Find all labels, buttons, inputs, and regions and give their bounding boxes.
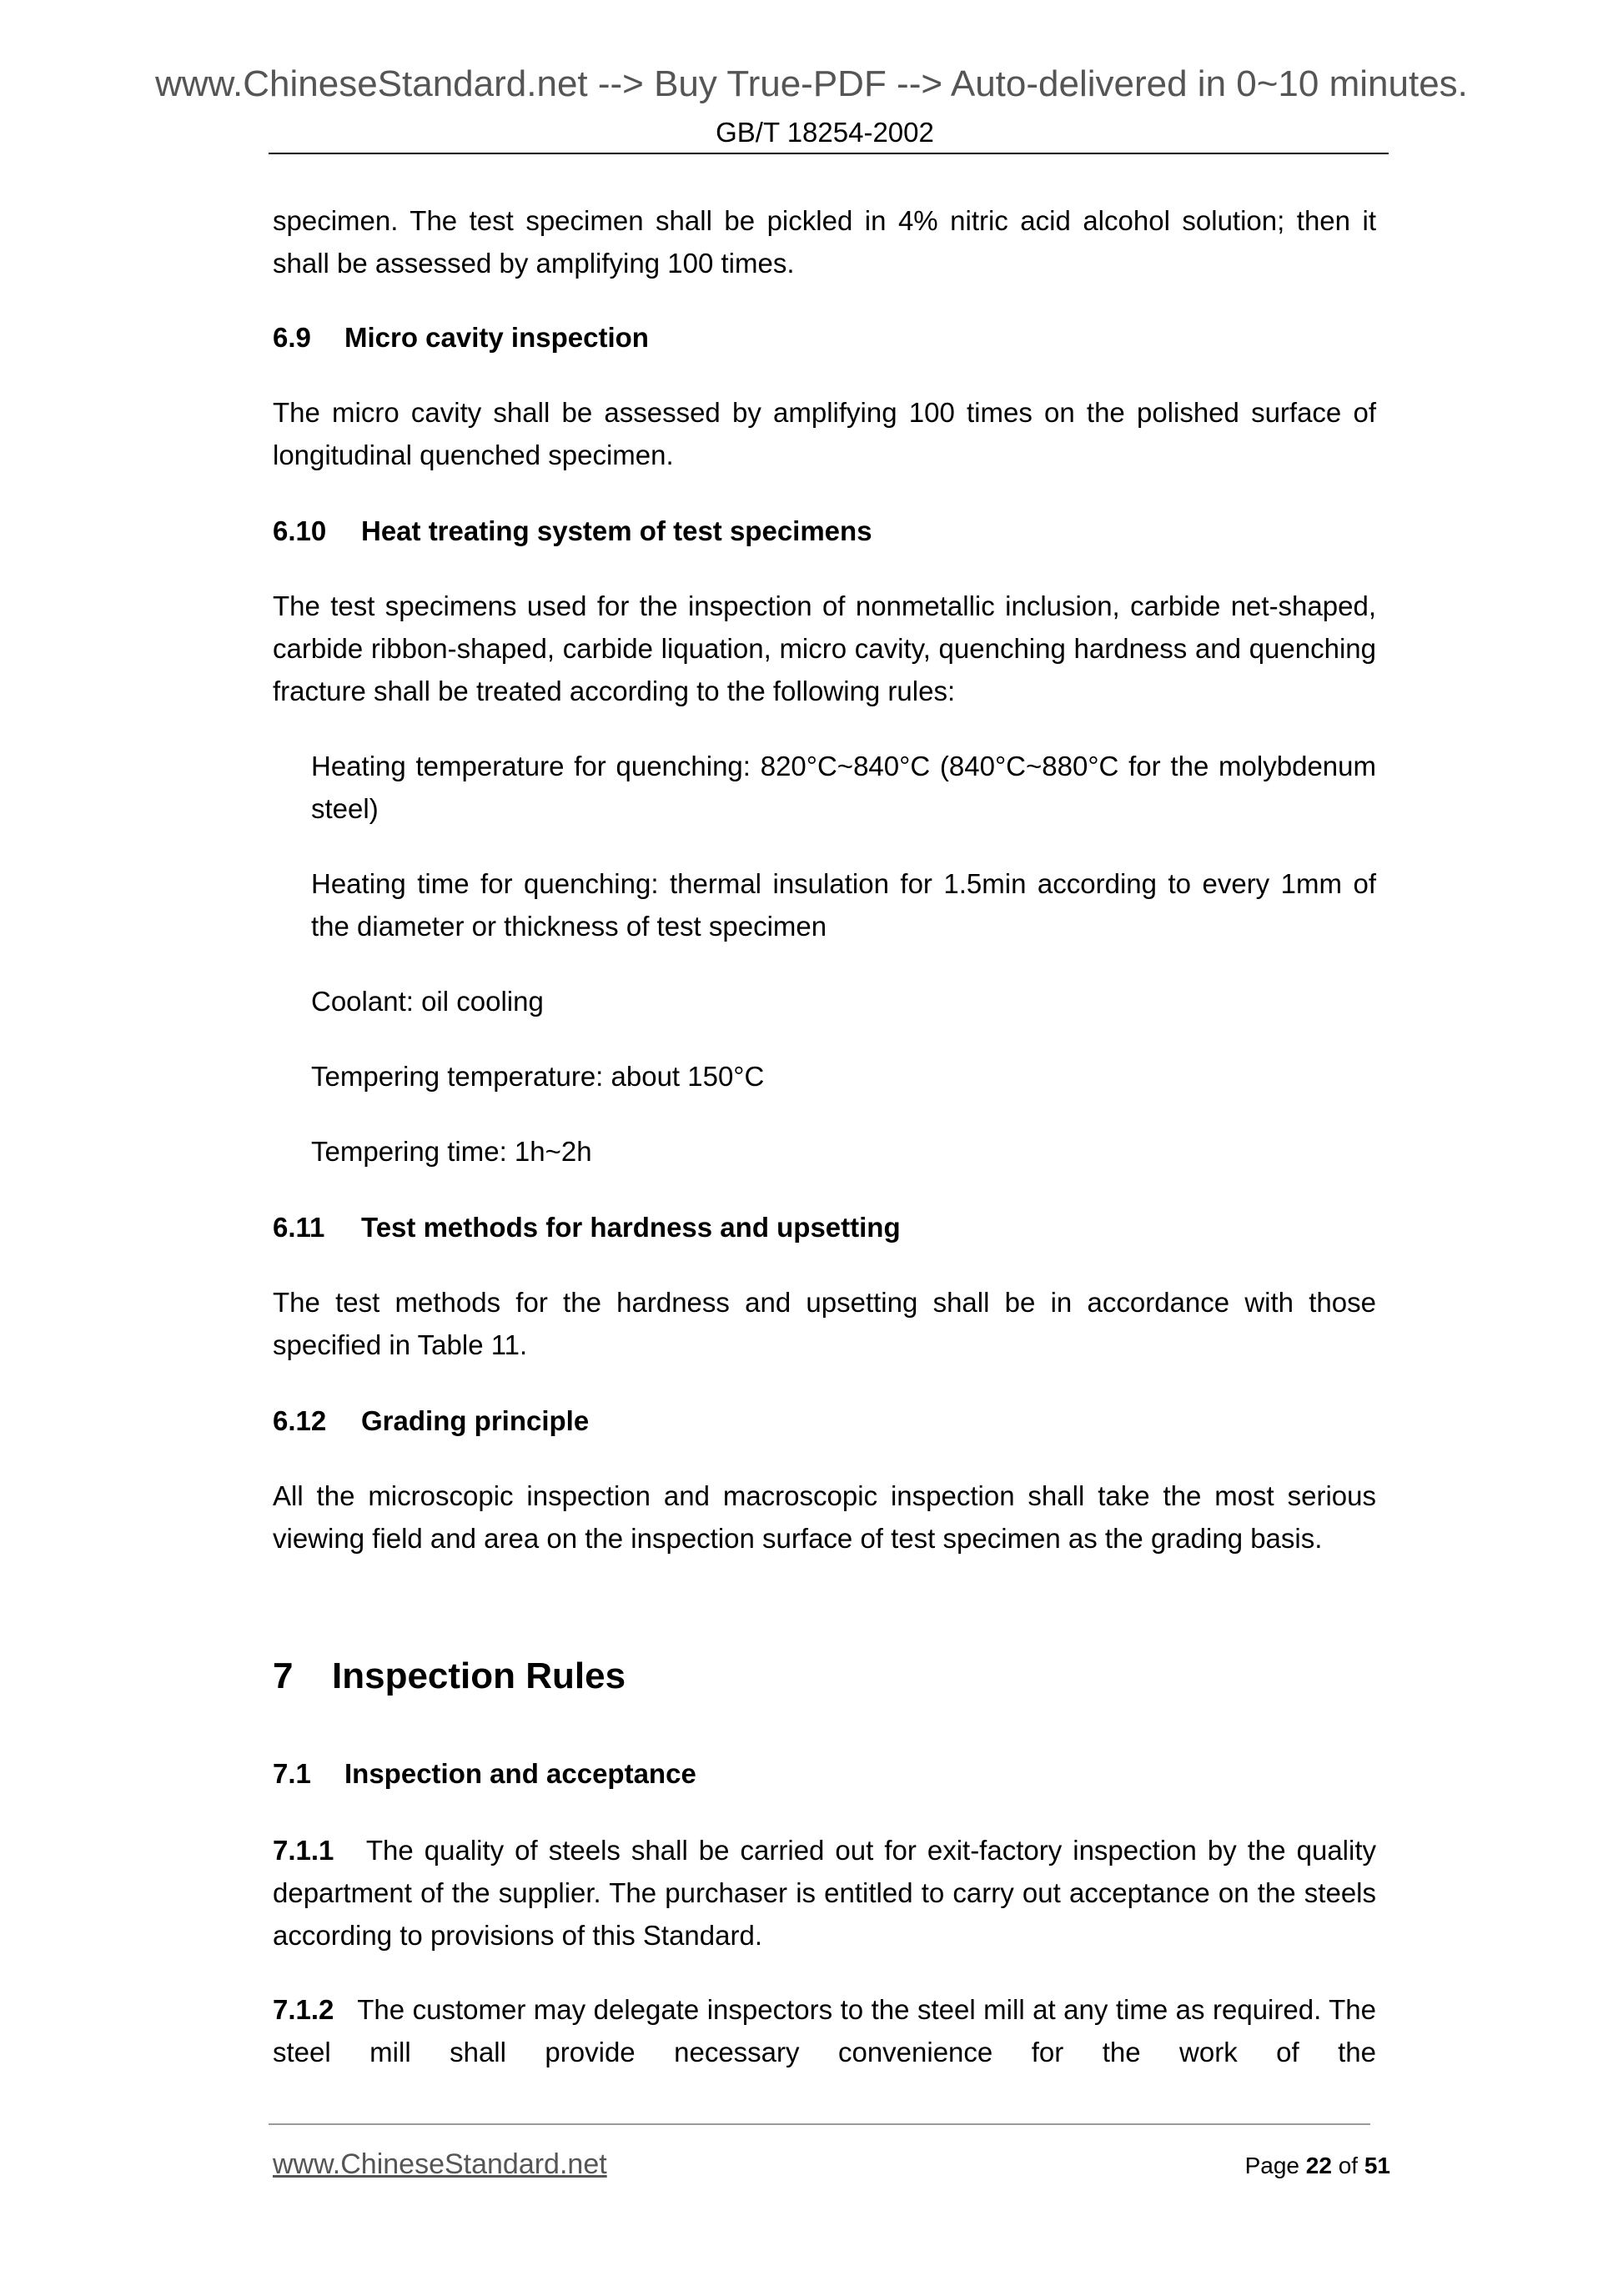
page-indicator <box>1245 2152 1390 2180</box>
paragraph-6-12: All the microscopic inspection and macroscopic inspection shall take the most serious viewing field and area on the inspection surface of test specimen as the grading basis. <box>273 1480 1376 1554</box>
clause-number: 7.1.2 <box>273 1994 334 2025</box>
heading-6-11 <box>273 1206 1376 1248</box>
heading-6-10 <box>273 510 1376 552</box>
section-number: 6.11 <box>273 1212 325 1243</box>
page-label: Page <box>1244 2153 1299 2178</box>
footer-divider <box>269 2123 1370 2125</box>
section-number: 7.1 <box>273 1758 311 1789</box>
section-number: 6.10 <box>273 515 327 546</box>
section-title: Test methods for hardness and upsetting <box>361 1212 901 1243</box>
paragraph-6-9: The micro cavity shall be assessed by amplifying 100 times on the polished surface of longitudinal quenched specimen. <box>273 397 1376 470</box>
page-total: 51 <box>1364 2153 1390 2178</box>
banner-link[interactable]: www.ChineseStandard.net --> Buy True-PDF --> Auto-delivered in 0~10 minutes. <box>155 63 1468 104</box>
footer-site-link[interactable]: www.ChineseStandard.net <box>273 2148 607 2180</box>
clause-number: 7.1.1 <box>273 1835 334 1866</box>
section-title: Inspection and acceptance <box>344 1758 696 1789</box>
page-of: of <box>1338 2153 1359 2178</box>
clause-7-1-1 <box>273 1829 1376 1957</box>
header-divider <box>269 153 1389 154</box>
standard-code: GB/T 18254-2002 <box>716 117 934 148</box>
heading-7-1 <box>273 1752 1376 1795</box>
rule-item: Heating temperature for quenching: 820°C~840°C (840°C~880°C for the molybdenum steel) <box>311 751 1376 824</box>
heading-7 <box>273 1653 1376 1700</box>
page-current: 22 <box>1305 2153 1332 2178</box>
heading-6-12 <box>273 1399 1376 1442</box>
clause-text: The quality of steels shall be carried out for exit-factory inspection by the quality department of the supplier. The purchaser is entitled to carry out acceptance on the steels according to provisions of this Standard. <box>273 1835 1376 1951</box>
section-title: Micro cavity inspection <box>344 322 649 353</box>
section-title: Inspection Rules <box>332 1655 626 1696</box>
section-number: 6.9 <box>273 322 311 353</box>
rule-item: Heating time for quenching: thermal insulation for 1.5min according to every 1mm of the diameter or thickness of test specimen <box>311 868 1376 942</box>
clause-text: The customer may delegate inspectors to the steel mill at any time as required. The steel mill shall provide necessary convenience for the work of the <box>273 1994 1376 2067</box>
section-title: Grading principle <box>361 1405 590 1436</box>
rule-item: Tempering temperature: about 150°C <box>311 1061 765 1092</box>
rule-item: Tempering time: 1h~2h <box>311 1136 592 1167</box>
clause-7-1-2 <box>273 1988 1376 2073</box>
rule-item: Coolant: oil cooling <box>311 986 544 1017</box>
section-title: Heat treating system of test specimens <box>361 515 872 546</box>
section-number: 6.12 <box>273 1405 327 1436</box>
paragraph-intro: specimen. The test specimen shall be pickled in 4% nitric acid alcohol solution; then it shall be assessed by amplifying 100 times. <box>273 205 1376 279</box>
heading-6-9 <box>273 316 1376 359</box>
paragraph-6-11: The test methods for the hardness and upsetting shall be in accordance with those specified in Table 11. <box>273 1287 1376 1360</box>
paragraph-6-10: The test specimens used for the inspection of nonmetallic inclusion, carbide net-shaped, carbide ribbon-shaped, carbide liquation, micro cavity, quenching hardness and quenching fracture shall be treated according to the following rules: <box>273 590 1376 706</box>
section-number: 7 <box>273 1655 294 1696</box>
